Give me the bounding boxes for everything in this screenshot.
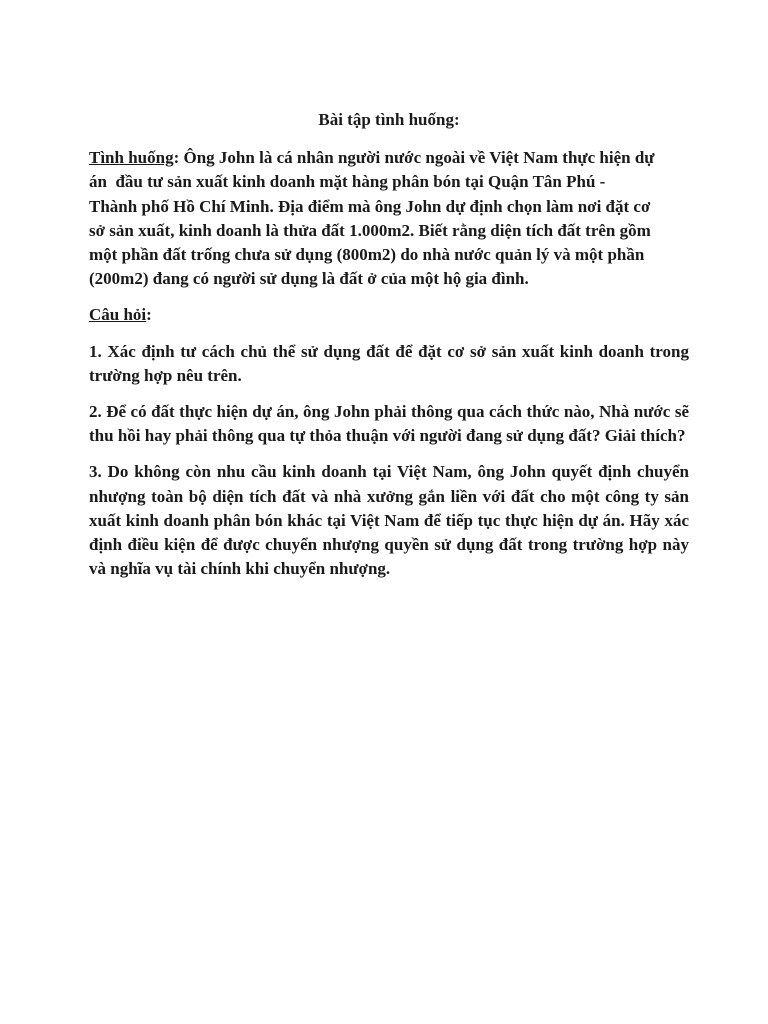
- question-3: 3. Do không còn nhu cầu kinh doanh tại Việt Nam, ông John quyết định chuyển nhượng toàn bộ diện tích đất và nhà xưởng gắn liền với đất cho một công ty sản xuất kinh doanh phân bón khác tại Việt Nam để tiếp tục thực hiện dự án. Hãy xác định điều kiện để được chuyển nhượng quyền sử dụng đất trong trường hợp này và nghĩa vụ tài chính khi chuyển nhượng.: [89, 462, 689, 579]
- questions-heading: [89, 303, 689, 327]
- question-2: 2. Để có đất thực hiện dự án, ông John phải thông qua cách thức nào, Nhà nước sẽ thu hồi hay phải thông qua tự thỏa thuận với người đang sử dụng đất? Giải thích?: [89, 402, 689, 446]
- situation-line-2: án đầu tư sản xuất kinh doanh mặt hàng phân bón tại Quận Tân Phú -: [89, 172, 606, 192]
- situation-line-1-text: : Ông John là cá nhân người nước ngoài về Việt Nam thực hiện dự: [173, 148, 655, 168]
- situation-paragraph: [89, 146, 689, 291]
- questions-colon: :: [146, 305, 152, 325]
- situation-label: Tình huống: [89, 148, 174, 168]
- situation-line-4: sở sản xuất, kinh doanh là thửa đất 1.000m2. Biết rằng diện tích đất trên gồm: [89, 220, 651, 240]
- situation-line-5: một phần đất trống chưa sử dụng (800m2) do nhà nước quản lý và một phần: [89, 245, 645, 265]
- situation-line-1: [89, 146, 689, 170]
- situation-line-3: Thành phố Hồ Chí Minh. Địa điểm mà ông John dự định chọn làm nơi đặt cơ: [89, 196, 651, 216]
- question-1: 1. Xác định tư cách chủ thể sử dụng đất để đặt cơ sở sản xuất kinh doanh trong trường hợp nêu trên.: [89, 341, 689, 385]
- document-title: Bài tập tình huống:: [318, 110, 460, 129]
- situation-line-6: (200m2) đang có người sử dụng là đất ở của một hộ gia đình.: [89, 269, 529, 289]
- document-body: [89, 108, 689, 593]
- questions-label: Câu hỏi: [89, 305, 147, 325]
